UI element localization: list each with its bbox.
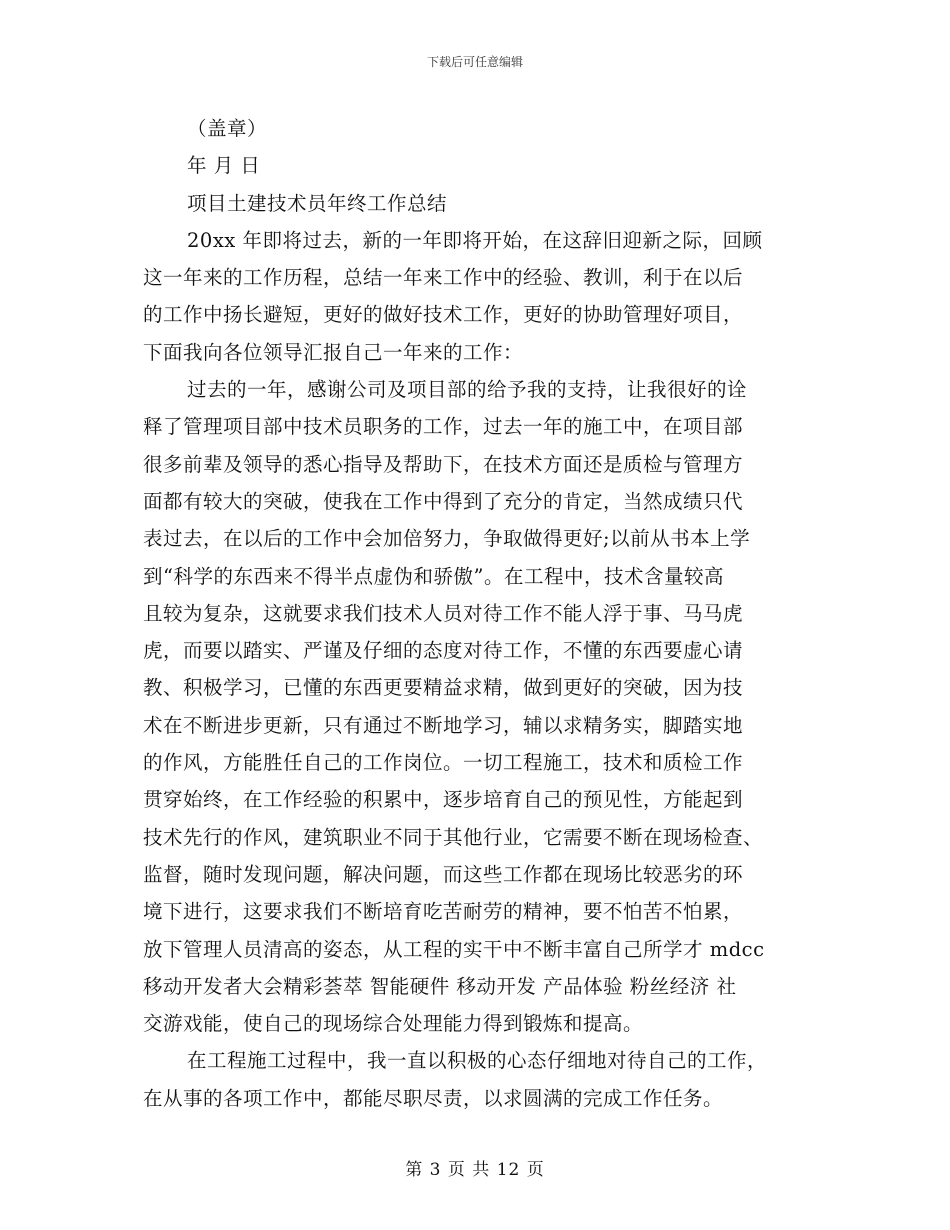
paragraph-line: 过去的一年，感谢公司及项目部的给予我的支持，让我很好的诠 — [187, 378, 748, 402]
document-title: 项目土建技术员年终工作总结 — [187, 191, 448, 215]
document-body — [143, 110, 809, 1117]
paragraph-line: 教、积极学习，已懂的东西更要精益求精，做到更好的突破，因为技 — [143, 676, 744, 700]
paragraph-line: 的作风，方能胜任自己的工作岗位。一切工程施工，技术和质检工作 — [143, 751, 744, 775]
paragraph-line: 在工程施工过程中，我一直以积极的心态仔细地对待自己的工作， — [187, 1049, 768, 1073]
paragraph-line: 境下进行，这要求我们不断培育吃苦耐劳的精神，要不怕苦不怕累， — [143, 900, 744, 924]
paragraph-line: 面都有较大的突破，使我在工作中得到了充分的肯定，当然成绩只代 — [143, 489, 744, 513]
paragraph-line: 放下管理人员清高的姿态，从工程的实干中不断丰富自己所学才 mdcc — [143, 937, 765, 961]
paragraph-line: 术在不断进步更新，只有通过不断地学习，辅以求精务实，脚踏实地 — [143, 713, 744, 737]
seal-line: （盖章） — [187, 117, 268, 140]
paragraph-line: 交游戏能，使自己的现场综合处理能力得到锻炼和提高。 — [143, 1012, 644, 1036]
paragraph-line: 到“科学的东西来不得半点虚伪和骄傲”。在工程中，技术含量较高 — [143, 564, 724, 588]
page-header: 下载后可任意编辑 — [426, 55, 523, 69]
paragraph-line: 释了管理项目部中技术员职务的工作，过去一年的施工中，在项目部 — [143, 415, 744, 439]
paragraph-line: 移动开发者大会精彩荟萃 智能硬件 移动开发 产品体验 粉丝经济 社 — [143, 974, 737, 998]
paragraph-line: 在从事的各项工作中，都能尽职尽责，以求圆满的完成工作任务。 — [143, 1086, 724, 1110]
paragraph-line: 且较为复杂，这就要求我们技术人员对待工作不能人浮于事、马马虎 — [143, 601, 744, 625]
paragraph-line: 虎，而要以踏实、严谨及仔细的态度对待工作，不懂的东西要虚心请 — [143, 639, 744, 663]
paragraph-line: 技术先行的作风，建筑职业不同于其他行业，它需要不断在现场检查、 — [143, 825, 764, 849]
paragraph-line: 监督，随时发现问题，解决问题，而这些工作都在现场比较恶劣的环 — [143, 862, 744, 886]
paragraph-line: 很多前辈及领导的悉心指导及帮助下，在技术方面还是质检与管理方 — [143, 452, 744, 476]
paragraph-line: 贯穿始终，在工作经验的积累中，逐步培育自己的预见性，方能起到 — [143, 788, 744, 812]
paragraph-line: 20xx 年即将过去，新的一年即将开始，在这辞旧迎新之际，回顾 — [187, 228, 763, 252]
paragraph-line: 的工作中扬长避短，更好的做好技术工作，更好的协助管理好项目， — [143, 303, 744, 327]
paragraph-line: 这一年来的工作历程，总结一年来工作中的经验、教训，利于在以后 — [143, 266, 744, 290]
paragraph-line: 下面我向各位领导汇报自己一年来的工作： — [143, 340, 524, 364]
paragraph-line: 表过去，在以后的工作中会加倍努力，争取做得更好;以前从书本上学 — [143, 527, 751, 551]
page-number: 第 3 页 共 12 页 — [405, 1160, 545, 1180]
date-line: 年 月 日 — [187, 154, 261, 178]
